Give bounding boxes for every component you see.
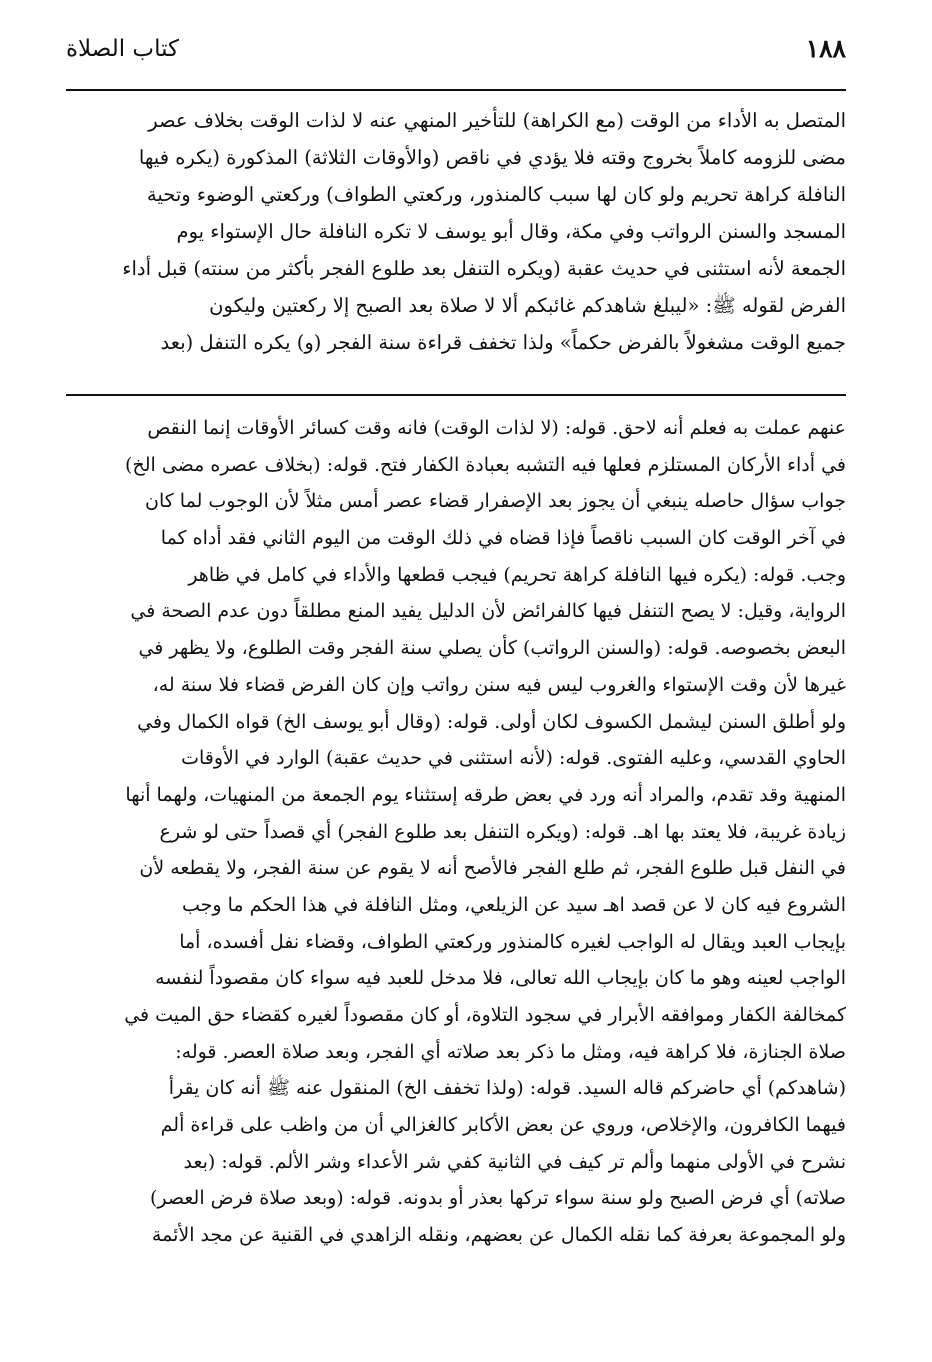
commentary-line: الرواية، وقيل: لا يصح التنفل فيها كالفرائض لأن الدليل يفيد المنع مطلقاً دون عدم الصحة في: [130, 600, 846, 623]
section-divider: [66, 394, 846, 396]
main-line: المسجد والسنن الرواتب وفي مكة، وقال أبو يوسف لا تكره النافلة حال الإستواء يوم: [176, 220, 846, 243]
commentary-line: الحاوي القدسي، وعليه الفتوى. قوله: (لأنه استثنى في حديث عقبة) الوارد في الأوقات: [181, 747, 846, 770]
main-text: [80, 102, 846, 361]
book-title: كتاب الصلاة: [66, 36, 179, 62]
commentary-line: البعض بخصوصه. قوله: (والسنن الرواتب) كأن يصلي سنة الفجر وقت الطلوع، ولا يظهر في: [138, 637, 846, 660]
header-divider: [66, 89, 846, 91]
main-line: الفرض لقوله ﷺ: «ليبلغ شاهدكم غائبكم ألا لا صلاة بعد الصبح إلا ركعتين وليكون: [209, 294, 846, 317]
commentary-line: غيرها لأن وقت الإستواء والغروب ليس فيه سنن رواتب وإن كان الفرض قضاء فلا سنة له،: [152, 673, 846, 696]
commentary-line: في النفل قبل طلوع الفجر، ثم طلع الفجر فالأصح أنه لا يقوم عن سنة الفجر، ولا يقطعه لأن: [139, 857, 846, 880]
main-line: المتصل به الأداء من الوقت (مع الكراهة) للتأخير المنهي عنه لا لذات الوقت بخلاف عصر: [148, 109, 846, 132]
commentary-line: وجب. قوله: (يكره فيها النافلة كراهة تحريم) فيجب قطعها والأداء في كامل في ظاهر: [188, 563, 846, 586]
commentary-line: الواجب لعينه وهو ما كان بإيجاب الله تعالى، فلا مدخل للعبد فيه سواء كان مقصوداً لنفسه: [155, 967, 846, 990]
commentary-line: عنهم عملت به فعلم أنه لاحق. قوله: (لا لذات الوقت) فانه وقت كسائر الأوقات إنما النقص: [147, 417, 846, 439]
main-line: الجمعة لأنه استثنى في حديث عقبة (ويكره التنفل بعد طلوع الفجر بأكثر من سنته) قبل أداء: [122, 257, 846, 280]
commentary-line: ولو أطلق السنن ليشمل الكسوف لكان أولى. قوله: (وقال أبو يوسف الخ) قواه الكمال وفي: [137, 710, 846, 733]
commentary-line: نشرح في الأولى منهما وألم تر كيف في الثانية كفي شر الأعداء وشر الألم. قوله: (بعد: [183, 1150, 846, 1173]
commentary-line: كمخالفة الكفار وموافقه الأبرار في سجود التلاوة، أو كان مقصوداً لغيره كقضاء حق الميت في: [124, 1004, 846, 1026]
page-number: ١٨٨: [805, 34, 846, 63]
commentary-line: (شاهدكم) أي حاضركم قاله السيد. قوله: (ولذا تخفف الخ) المنقول عنه ﷺ أنه كان يقرأ: [168, 1077, 846, 1100]
commentary-line: الشروع فيه كان لا عن قصد اهـ سيد عن الزيلعي، ومثل النافلة في هذا الحكم ما وجب: [182, 893, 846, 916]
commentary-line: في أداء الأركان المستلزم فعلها فيه التشبه بعبادة الكفار فتح. قوله: (بخلاف عصره مضى الخ): [125, 453, 846, 476]
commentary-line: فيهما الكافرون، والإخلاص، وروي عن بعض الأكابر كالغزالي أن من واظب على قراءة ألم: [160, 1114, 846, 1137]
main-line: النافلة كراهة تحريم ولو كان لها سبب كالمنذور، وركعتي الطواف) وركعتي الوضوء وتحية: [146, 183, 846, 206]
main-line: جميع الوقت مشغولاً بالفرض حكماً» ولذا تخفف قراءة سنة الفجر (و) يكره التنفل (بعد: [160, 331, 846, 354]
commentary-line: بإيجاب العبد ويقال له الواجب لغيره كالمنذور وركعتي الطواف، وقضاء نفل أفسده، أما: [179, 930, 846, 953]
page-header: [66, 34, 846, 74]
commentary-line: في آخر الوقت كان السبب ناقصاً فإذا قضاه في ذلك الوقت من اليوم الثاني فقد أداه كما: [160, 527, 846, 550]
commentary-line: زيادة غريبة، فلا يعتد بها اهـ. قوله: (ويكره التنفل بعد طلوع الفجر) أي قصداً حتى لو شرع: [159, 820, 846, 843]
commentary-text: [80, 410, 846, 1254]
commentary-line: جواب سؤال حاصله ينبغي أن يجوز بعد الإصفرار قضاء عصر أمس مثلاً لأن الوجوب لما كان: [144, 490, 846, 513]
commentary-line: ولو المجموعة بعرفة كما نقله الكمال عن بعضهم، ونقله الزاهدي في القنية عن مجد الأئمة: [151, 1224, 846, 1247]
commentary-line: صلاة الجنازة، فلا كراهة فيه، ومثل ما ذكر بعد صلاته أي الفجر، وبعد صلاة العصر. قوله:: [175, 1040, 846, 1063]
commentary-line: صلاته) أي فرض الصبح ولو سنة سواء تركها بعذر أو بدونه. قوله: (وبعد صلاة فرض العصر): [150, 1187, 846, 1210]
main-line: مضى للزومه كاملاً بخروج وقته فلا يؤدي في ناقص (والأوقات الثلاثة) المذكورة (يكره فيها: [138, 146, 846, 169]
commentary-line: المنهية وقد تقدم، والمراد أنه ورد في بعض طرقه إستثناء يوم الجمعة من المنهيات، ولهما أنها: [125, 783, 846, 806]
